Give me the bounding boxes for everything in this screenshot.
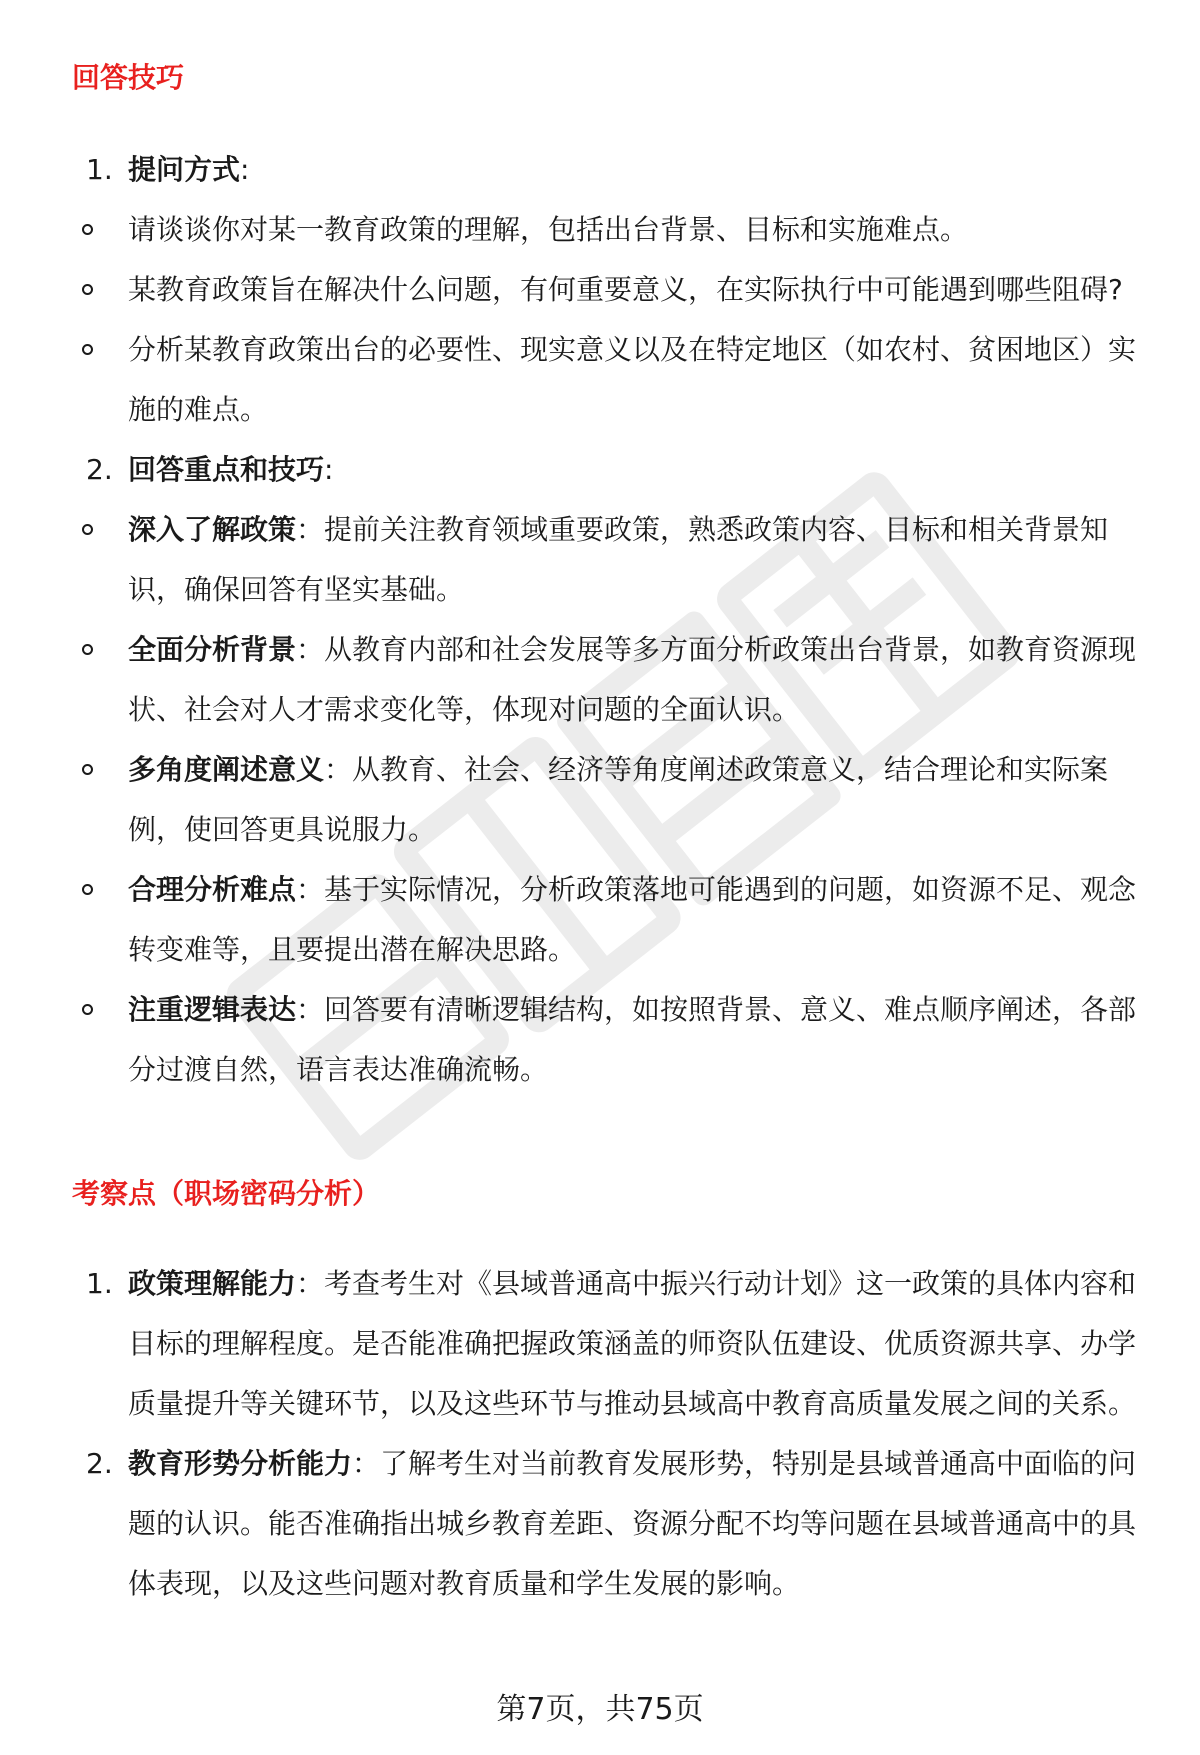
answer-tips-list bbox=[72, 140, 1142, 1100]
hollow-circle-bullet-icon bbox=[82, 1004, 93, 1015]
bullet-text: 请谈谈你对某一教育政策的理解，包括出台背景、目标和实施难点。 bbox=[128, 213, 969, 246]
bullet-item bbox=[72, 860, 1142, 980]
bullet-item bbox=[72, 320, 1142, 440]
bullet-bold-term: 全面分析背景 bbox=[128, 633, 297, 666]
hollow-circle-bullet-icon bbox=[82, 524, 93, 535]
hollow-circle-bullet-icon bbox=[82, 344, 93, 355]
list-number: 1. bbox=[86, 153, 113, 186]
list-item-separator: : bbox=[324, 453, 334, 486]
answer-key-points-bullets bbox=[72, 500, 1142, 1100]
bullet-bold-term: 合理分析难点 bbox=[128, 873, 297, 906]
bullet-item bbox=[72, 500, 1142, 620]
list-number: 2. bbox=[86, 453, 113, 486]
bullet-bold-term: 深入了解政策 bbox=[128, 513, 297, 546]
hollow-circle-bullet-icon bbox=[82, 644, 93, 655]
list-item-separator: : bbox=[240, 153, 250, 186]
list-number: 1. bbox=[86, 1267, 113, 1300]
bullet-text: ：基于实际情况，分析政策落地可能遇到的问题，如资源不足、观念转变难等，且要提出潜在解决思路。 bbox=[128, 873, 1137, 966]
bullet-text: ：提前关注教育领域重要政策，熟悉政策内容、目标和相关背景知识，确保回答有坚实基础。 bbox=[128, 513, 1109, 606]
list-item bbox=[72, 140, 1142, 200]
question-style-bullets bbox=[72, 200, 1142, 440]
bullet-item bbox=[72, 200, 1142, 260]
bullet-text: ：回答要有清晰逻辑结构，如按照背景、意义、难点顺序阐述，各部分过渡自然，语言表达准确流畅。 bbox=[128, 993, 1137, 1086]
list-item bbox=[72, 440, 1142, 500]
list-item bbox=[72, 1254, 1142, 1434]
list-item-title: 政策理解能力 bbox=[128, 1267, 297, 1300]
section-heading-answer-tips: 回答技巧 bbox=[72, 61, 185, 94]
section-heading-assessment-points: 考察点（职场密码分析） bbox=[72, 1177, 381, 1210]
hollow-circle-bullet-icon bbox=[82, 224, 93, 235]
bullet-text: ：从教育、社会、经济等角度阐述政策意义，结合理论和实际案例，使回答更具说服力。 bbox=[128, 753, 1109, 846]
assessment-points-list bbox=[72, 1254, 1142, 1614]
bullet-item bbox=[72, 980, 1142, 1100]
bullet-text: 某教育政策旨在解决什么问题，有何重要意义，在实际执行中可能遇到哪些阻碍? bbox=[128, 273, 1123, 306]
bullet-item bbox=[72, 740, 1142, 860]
list-item-title: 回答重点和技巧 bbox=[128, 453, 325, 486]
bullet-bold-term: 注重逻辑表达 bbox=[128, 993, 297, 1026]
hollow-circle-bullet-icon bbox=[82, 284, 93, 295]
bullet-text: 分析某教育政策出台的必要性、现实意义以及在特定地区（如农村、贫困地区）实施的难点。 bbox=[128, 333, 1137, 426]
page-number-footer: 第7页，共75页 bbox=[496, 1692, 704, 1727]
hollow-circle-bullet-icon bbox=[82, 764, 93, 775]
list-item-text: ：了解考生对当前教育发展形势，特别是县域普通高中面临的问题的认识。能否准确指出城乡教育差距、资源分配不均等问题在县域普通高中的具体表现，以及这些问题对教育质量和学生发展的影响。 bbox=[128, 1447, 1137, 1600]
hollow-circle-bullet-icon bbox=[82, 884, 93, 895]
bullet-bold-term: 多角度阐述意义 bbox=[128, 753, 325, 786]
list-item-title: 教育形势分析能力 bbox=[128, 1447, 353, 1480]
bullet-item bbox=[72, 260, 1142, 320]
list-item bbox=[72, 1434, 1142, 1614]
bullet-item bbox=[72, 620, 1142, 740]
bullet-text: ：从教育内部和社会发展等多方面分析政策出台背景，如教育资源现状、社会对人才需求变化等，体现对问题的全面认识。 bbox=[128, 633, 1137, 726]
list-item-title: 提问方式 bbox=[128, 153, 241, 186]
list-item-text: ：考查考生对《县域普通高中振兴行动计划》这一政策的具体内容和目标的理解程度。是否能准确把握政策涵盖的师资队伍建设、优质资源共享、办学质量提升等关键环节，以及这些环节与推动县域高中教育高质量发展之间的关系。 bbox=[128, 1267, 1137, 1420]
list-number: 2. bbox=[86, 1447, 113, 1480]
